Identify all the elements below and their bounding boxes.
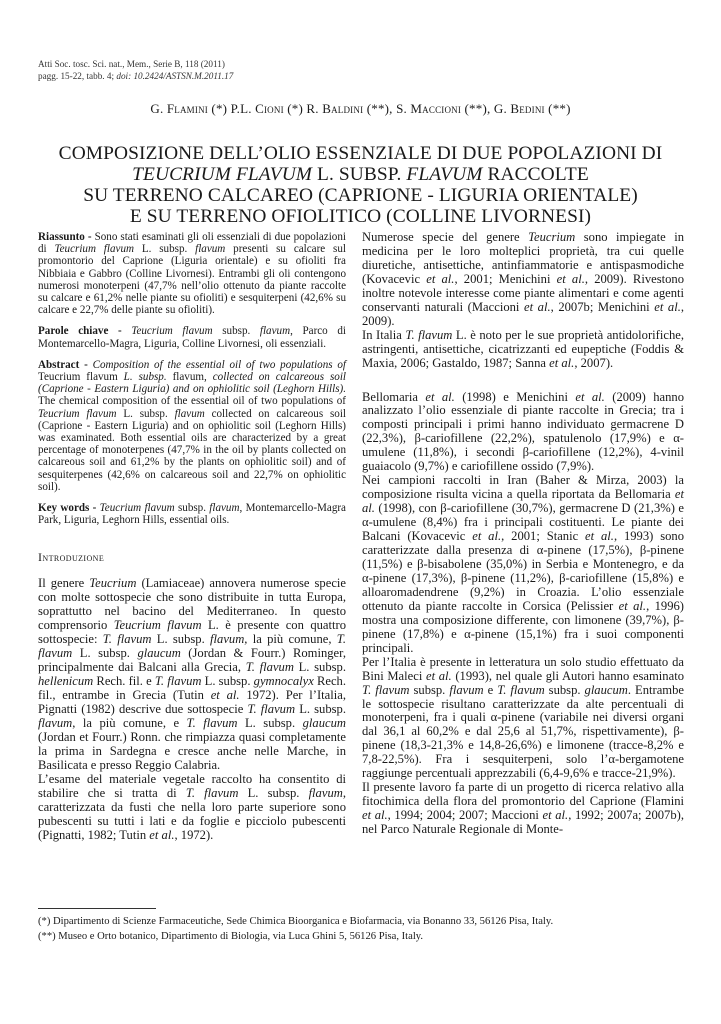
text-run: , 2007). <box>574 355 614 370</box>
body-paragraph <box>362 329 684 371</box>
text: Sono stati esaminati gli oli essenziali di due popolazioni di <box>38 231 346 256</box>
text: flavum <box>259 325 291 338</box>
text: presenti su calcare sul promontorio del Caprione (Liguria orientale) e su ofioliti fra Nibbiaia e Gabbro (Colline Livornesi). Entrambi gli oli contengono numerosi monoterpeni (47,7% nell’olio ottenuto da piante raccolte su calcare e 61,2% nelle piante su ofioliti) e sesquiterpeni (42,6% su calcare e 22,7% delle piante su ofioliti). <box>38 243 346 317</box>
text: flavum <box>195 243 226 256</box>
text-run: (Jordan et Fourr.) Ronn. che rimpiazza quasi completamente la prima in Sardegna e cresce anche nelle Marche, in Basilicata e presso Reggio Calabria. <box>38 729 346 772</box>
text-run: et al. <box>542 808 569 823</box>
key-words-label: Key words - <box>38 502 100 515</box>
text-run: flavum, <box>210 632 248 647</box>
author-list: G. Flamini (*) P.L. Cioni (*) R. Baldini (**), S. Maccioni (**), G. Bedini (**) <box>150 101 571 116</box>
title-text: L. SUBSP. <box>312 164 407 185</box>
text: Teucrium flavum <box>99 502 175 515</box>
text-run: T. flavum <box>362 682 410 697</box>
text-run: et al. <box>654 299 681 314</box>
section-heading-introduzione: Introduzione <box>38 550 105 565</box>
text: Teucrium flavum <box>38 407 117 420</box>
title-line-1: COMPOSIZIONE DELL’OLIO ESSENZIALE DI DUE POPOLAZIONI DI <box>58 143 663 164</box>
key-words-paragraph <box>38 502 346 526</box>
text-run: et al. <box>362 808 388 823</box>
journal-header <box>38 58 233 82</box>
body-paragraph <box>362 231 684 329</box>
text-run: et al. <box>575 389 605 404</box>
text-run: Per l’Italia è presente in letteratura un solo studio effettuato da Bini Maleci <box>362 654 684 683</box>
text-run: Numerose specie del genere <box>362 230 529 244</box>
text-run: et al. <box>524 299 551 314</box>
text-run: (Jordan & Fourr.) Rominger, principalmente dai Balcani alla Grecia, <box>38 646 346 675</box>
footnote-divider <box>38 908 156 909</box>
text-run: L. subsp. <box>72 646 138 661</box>
text-run: flavum <box>38 716 73 730</box>
text: flavum <box>209 502 240 515</box>
title-text: RACCOLTE <box>482 164 589 185</box>
text-run: (Lamiaceae) annovera numerose specie con molte sottospecie che sono distribuite in tutta Europa, soprattutto nel bacino del Mediterraneo. In questo comprensorio <box>38 576 346 633</box>
text-run: L’esame del materiale vegetale raccolto ha consentito di stabilire che si tratta di <box>38 771 346 800</box>
text-run: et al. <box>426 271 455 286</box>
text-run: T. flavum <box>38 632 346 661</box>
text-run: flavum <box>449 682 484 697</box>
text: Composition of the essential oil of two populations of <box>92 358 346 371</box>
text: , collected on calcareous soil (Caprione - Eastern Liguria) and on ophiolitic soil (Leghorn Hills). <box>38 371 347 396</box>
text-run: T. flavum <box>405 327 453 342</box>
text-run: et al. <box>556 271 585 286</box>
text: flavum <box>172 371 205 384</box>
left-column <box>38 231 346 843</box>
text-run: Teucrium <box>89 576 137 591</box>
text-run: hellenicum <box>38 674 94 689</box>
text-run: Nei campioni raccolti in Iran (Baher & Mirza, 2003) la composizione risulta vicina a quella riportata da Bellomaria <box>362 473 684 502</box>
text: flavum <box>174 407 205 420</box>
text-run: , caratterizzata da fusti che nella loro parte superiore sono pubescenti su tutti i lati e da foglie e picciolo pubescenti (Pignatti, 1982; Tutin <box>38 785 346 842</box>
text-run: la più comune, <box>247 632 337 647</box>
text-run: , 2001; Menichini <box>454 271 557 286</box>
text-run: , 1994; 2004; 2007; Maccioni <box>387 808 543 823</box>
text-run: (1998), con β-cariofillene (30,7%), germacrene D (21,3%) e α-umulene (8,4%) fra i principali costituenti. Le piante dei Balcani (Kovacevic <box>362 501 684 544</box>
text-run: In Italia <box>362 327 406 342</box>
text-run: , 1996) mostra una composizione differente, con limonene (39,7%), β-pinene (17,8%) e α-pinene (15,1%) fra i suoi componenti principali. <box>362 598 684 655</box>
body-paragraph <box>362 474 684 655</box>
text: Teucrium flavum <box>38 371 118 384</box>
text: L. subsp. <box>117 371 173 384</box>
text-run: et al. <box>472 529 502 544</box>
text: subsp. <box>212 325 260 338</box>
text-run: T. flavum <box>154 674 202 689</box>
text-run: , 2009). <box>362 299 684 328</box>
text: Teucrium flavum <box>131 325 213 338</box>
text-run: Rech. fil., entrambe in Grecia (Tutin <box>38 674 346 703</box>
text-run: T. flavum <box>497 682 545 697</box>
intro-paragraph-2 <box>38 773 346 843</box>
text-run: T. flavum <box>186 716 238 730</box>
text: L. subsp. <box>134 243 196 256</box>
text-run: (2009) hanno analizzato l’olio essenziale di piante raccolte in Grecia; tra i composti principali i primi hanno individuato germacrene D (22,3%), β-cariofillene (22,2%), spatulenolo (17,9%) e α-umulene (11,8%), i secondi β-cariofillene (12,2%), 4-vinil guaiacolo (9,7%) e cariofillene ossido (7,9%). <box>362 389 685 474</box>
riassunto-paragraph <box>38 231 346 316</box>
body-paragraph <box>362 391 684 475</box>
text-run: Teucrium <box>528 230 576 244</box>
title-line-4: E SU TERRENO OFIOLITICO (COLLINE LIVORNESI) <box>129 206 592 227</box>
text-run: , 1972). <box>174 827 214 842</box>
text: The chemical composition of the essential oil of two populations of <box>38 395 346 408</box>
journal-pages-doi <box>38 70 233 82</box>
text-run: glaucum <box>584 682 628 697</box>
text: subsp. <box>174 502 210 515</box>
text-run: L. è noto per le sue proprietà antidolorifiche, astringenti, antisettiche, cicatrizzanti ed eupeptiche (Foddis & Maxia, 2006; Gastaldo, 1987; Sanna <box>362 327 684 370</box>
text: collected on calcareous soil (Caprione - Eastern Liguria) and on ophiolitic soil (Leghorn Hills) was examinated. Both essential oils are characterized by a great percentage of monoterpenes (47,7% in the oil by plants collected on calcareous soil and 61,2% by the plants on ophiolitic soil) and of sesquiterpenes (42,6% on calcareous soil and 22,7% on ophiolitic soil). <box>38 407 346 493</box>
text-run: et al. <box>425 668 452 683</box>
text-run: Teucrium flavum <box>113 618 202 633</box>
text-run: , 2007b; Menichini <box>550 299 655 314</box>
text: , Parco di Montemarcello-Magra, Liguria, Colline Livornesi, oli essenziali. <box>38 325 346 350</box>
text: L. subsp. <box>116 407 175 420</box>
footnote-1: (*) Dipartimento di Scienze Farmaceutiche, Sede Chimica Bioorganica e Biofarmacia, via Bonanno 33, 56126 Pisa, Italy. <box>38 916 554 927</box>
parole-chiave-label: Parole chiave - <box>38 325 132 338</box>
footnote-2: (**) Museo e Orto botanico, Dipartimento di Biologia, via Luca Ghini 5, 56126 Pisa, Italy. <box>38 930 424 942</box>
abstract-paragraph <box>38 359 346 493</box>
abstract-label: Abstract - <box>38 358 93 371</box>
text-run: subsp. <box>544 682 585 697</box>
riassunto-label: Riassunto - <box>38 231 95 243</box>
journal-pages: pagg. 15-22, tabb. 4; <box>38 71 117 81</box>
text-run: L. subsp. <box>237 716 303 730</box>
paper-title <box>30 143 691 227</box>
text-run: Il genere <box>38 576 90 591</box>
text-run: , 1993) sono caratterizzate dalla presenza di α-pinene (17,5%), β-pinene (11,5%) e β-bisabolene (35,0%) in Serbia e Montenegro, e da α-pinene (17,3%), β-pinene (11,2%), β-cariofillene (15,8%) e alloaromadendrene (9,2%) in Croazia. L’olio essenziale ottenuto da piante raccolte in Corsica (Pelissier <box>362 529 684 613</box>
text-run: et al. <box>549 355 575 370</box>
text-run: e <box>483 682 498 697</box>
text-run: et al. <box>585 529 614 544</box>
text-run: T. flavum <box>245 660 294 675</box>
text-run: . Entrambe le sottospecie risultano caratterizzate da alte percentuali di monoterpeni, fra i quali α-pinene (variabile nei diversi organi dal 36,1 al 60,2% e dal 25,6 al 51,7%, rispettivamente), β-pinene (18,3-21,3% e 14,8-26,6%) e limonene (tracce-8,2% e 7,8-22,5%). Fra i sesquiterpeni, solo l’α-bergamotene raggiunge percentuali apprezzabili (6,4-9,6% e tracce-21,9%). <box>362 682 684 781</box>
text-run: , 2009). Rivestono inoltre notevole interesse come piante alimentari e come agenti conservanti naturali (Maccioni <box>362 271 685 314</box>
text-run: L. subsp. <box>151 632 211 647</box>
text-run: L. è presente con quattro sottospecie: <box>38 618 346 647</box>
text-run: et al. <box>210 688 240 703</box>
text-run: L. subsp. <box>238 785 309 800</box>
text-run: gymnocalyx <box>253 674 314 689</box>
text-run: Bellomaria <box>362 389 426 404</box>
body-paragraph <box>362 656 684 782</box>
intro-paragraph-1 <box>38 577 346 772</box>
text-run: T. flavum <box>247 702 296 717</box>
text-run: glaucum <box>137 646 181 661</box>
text-run: sono impiegate in medicina per le loro molteplici proprietà, tra cui quelle diuretiche, antisettiche, antinfiammatorie e antispasmodiche (Kovacevic <box>362 230 684 286</box>
title-line-2 <box>30 164 691 185</box>
journal-citation: Atti Soc. tosc. Sci. nat., Mem., Serie B, 118 (2011) <box>38 59 225 69</box>
text-run: subsp. <box>409 682 450 697</box>
text-run: (1998) e Menichini <box>454 389 576 404</box>
text-run: et al. <box>149 827 175 842</box>
text-run: et al. <box>425 389 455 404</box>
title-subspecies: FLAVUM <box>406 164 483 185</box>
text-run: (1993), nel quale gli Autori hanno esaminato <box>451 668 684 683</box>
text-run: Il presente lavoro fa parte di un progetto di ricerca relativo alla fitochimica della flora del promontorio del Caprione (Flamini <box>362 780 684 809</box>
text-run: 1972). Per l’Italia, Pignatti (1982) descrive due sottospecie <box>38 688 346 717</box>
parole-chiave-paragraph <box>38 325 346 349</box>
text-run: L. subsp. <box>201 674 254 689</box>
text-run: et al. <box>362 487 684 516</box>
text-run: , la più comune, e <box>72 716 187 730</box>
text-run: , 2001; Stanic <box>501 529 586 544</box>
footnotes <box>38 915 688 944</box>
title-species: TEUCRIUM FLAVUM <box>132 164 313 185</box>
text: , Montemarcello-Magra Park, Liguria, Leghorn Hills, essential oils. <box>38 502 346 527</box>
text-run: Rech. fil. e <box>93 674 155 689</box>
right-column <box>362 231 684 837</box>
text-run: L. subsp. <box>295 702 346 717</box>
text: Teucrium flavum <box>54 243 135 256</box>
text-run: glaucum <box>302 716 346 730</box>
text-run: flavum <box>308 785 343 800</box>
body-paragraph <box>362 781 684 837</box>
text-run: L. subsp. <box>293 660 346 675</box>
text-run: , 1992; 2007a; 2007b), nel Parco Naturale Regionale di Monte- <box>362 808 684 837</box>
text-run: et al. <box>618 598 647 613</box>
doi-link[interactable]: doi: 10.2424/ASTSN.M.2011.17 <box>116 71 234 81</box>
text-run: T. flavum <box>102 632 152 647</box>
text-run: T. flavum <box>185 785 239 800</box>
title-line-3: SU TERRENO CALCAREO (CAPRIONE - LIGURIA ORIENTALE) <box>83 185 638 206</box>
